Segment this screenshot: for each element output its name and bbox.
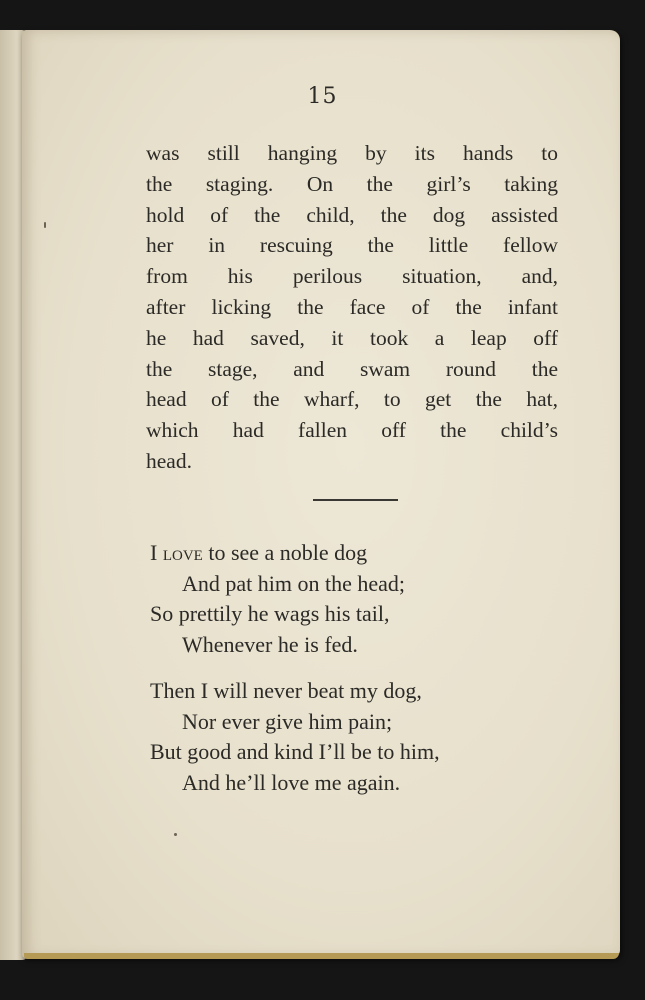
paper-speck <box>44 222 46 228</box>
prose-paragraph <box>146 138 558 477</box>
paper-speck <box>174 833 177 836</box>
prose-line: was still hanging by its hands to <box>146 141 558 165</box>
poem-verse: Then I will never beat my dog, <box>150 678 422 703</box>
prose-line: her in rescuing the little fellow <box>146 233 558 258</box>
prose-line: hold of the child, the dog assisted <box>146 202 558 227</box>
poem-verse: But good and kind I’ll be to him, <box>150 739 440 764</box>
prose-line: from his perilous situation, and, <box>146 264 558 289</box>
section-divider <box>313 499 398 501</box>
poem-verse: And pat him on the head; <box>182 570 406 596</box>
poem-stanza-1 <box>150 538 405 660</box>
prose-line: the staging. On the girl’s taking <box>146 171 558 196</box>
poem-verse: Whenever he is fed. <box>182 631 358 657</box>
poem-stanza-2 <box>150 676 440 798</box>
verse-small-caps: love <box>162 540 203 565</box>
prose-line: head of the wharf, to get the hat, <box>146 387 558 412</box>
prose-line: the stage, and swam round the <box>146 356 558 381</box>
prose-line: which had fallen off the child’s <box>146 418 558 443</box>
verse-initial: I <box>150 540 158 565</box>
prose-line: after licking the face of the infant <box>146 294 558 319</box>
verse-rest: to see a noble dog <box>208 540 368 565</box>
prose-line: he had saved, it took a leap off <box>146 325 558 350</box>
prose-line: head. <box>146 448 192 473</box>
poem-verse: And he’ll love me again. <box>182 769 401 795</box>
page-number: 15 <box>307 84 338 109</box>
poem-verse: So prettily he wags his tail, <box>150 601 390 626</box>
poem-verse: Nor ever give him pain; <box>182 708 393 734</box>
page-gilt-edge <box>24 953 619 959</box>
poem-verse <box>150 538 405 569</box>
